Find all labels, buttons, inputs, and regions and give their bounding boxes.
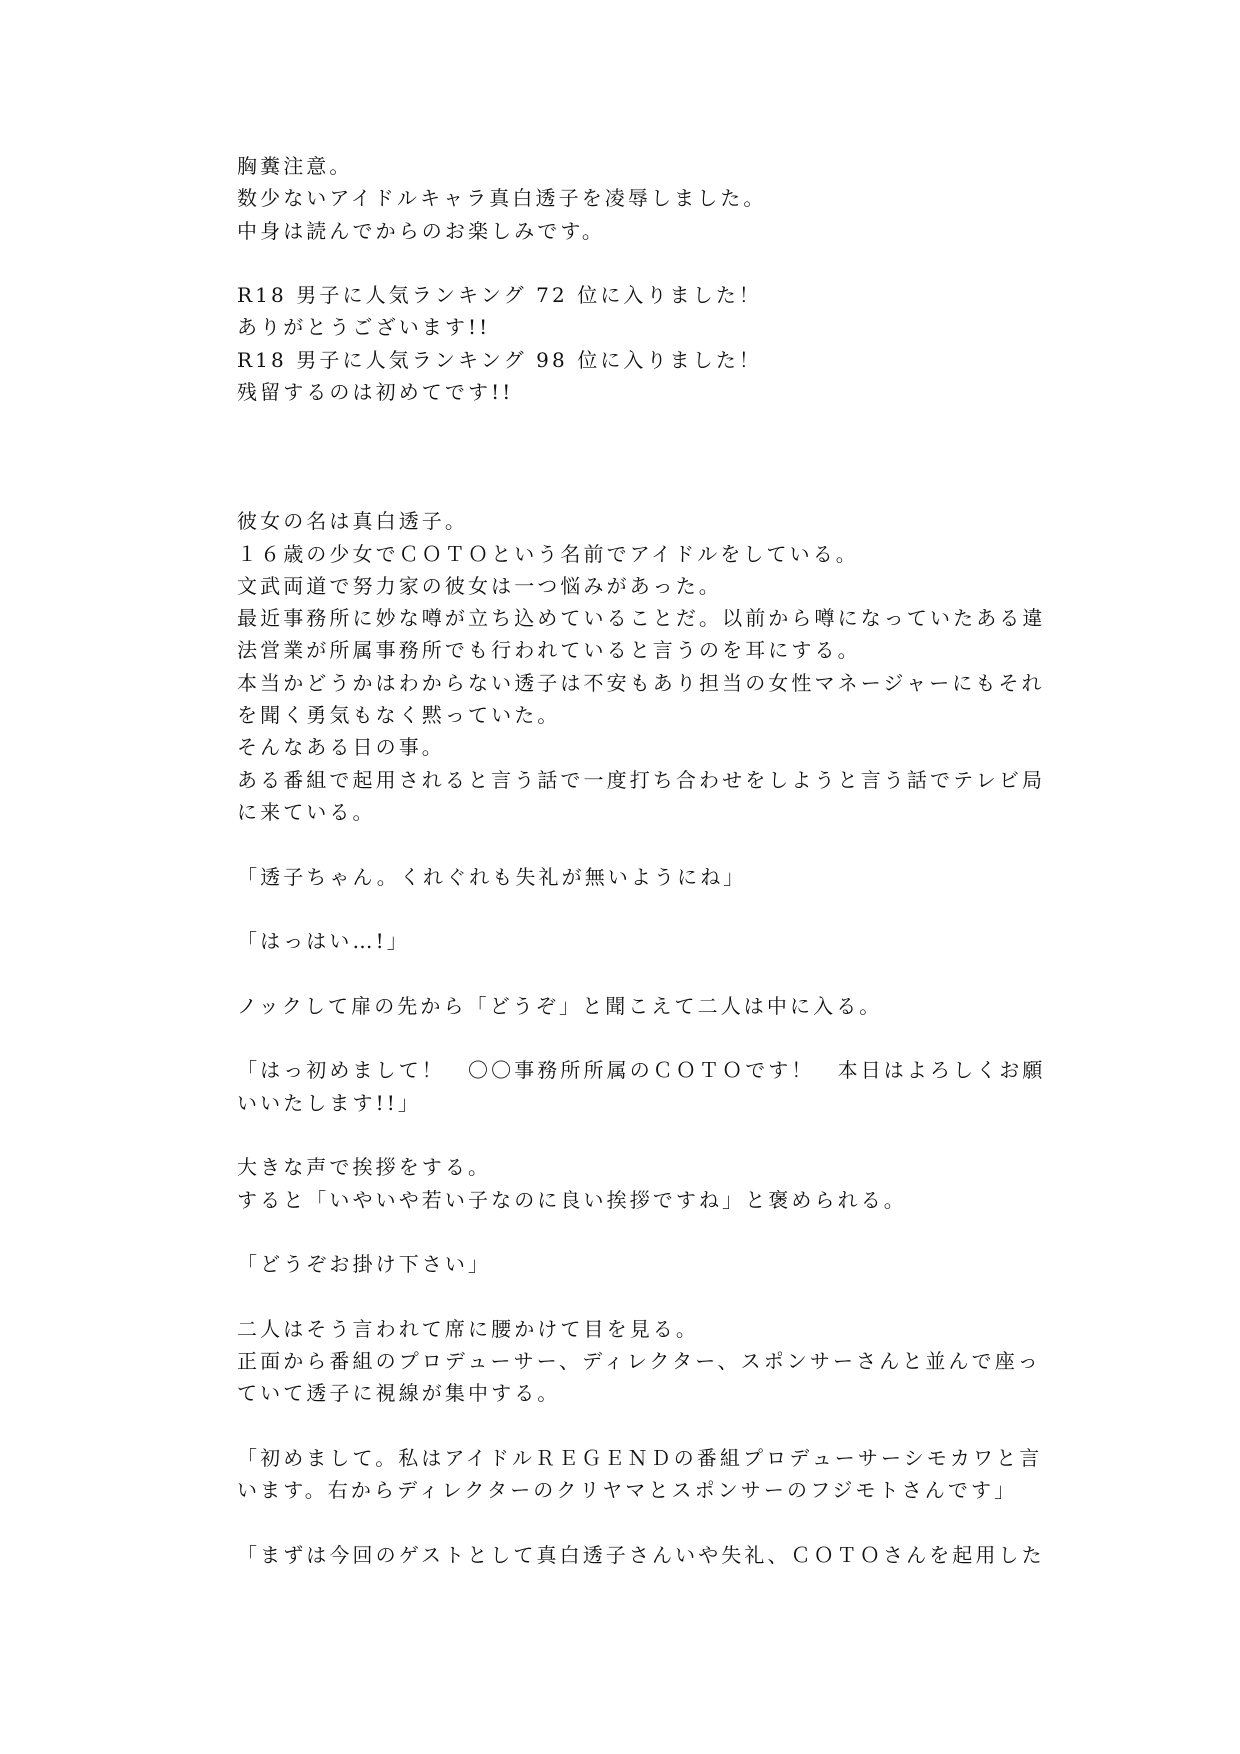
story-line: に来ている。 xyxy=(237,799,376,824)
story-line: 最近事務所に妙な噂が立ち込めていることだ。以前から噂になっていたある違 xyxy=(237,606,1046,631)
story-line: 文武両道で努力家の彼女は一つ悩みがあった。 xyxy=(237,573,722,598)
blank-line xyxy=(237,1216,1017,1248)
story-line: ノックして扉の先から「どうぞ」と聞こえて二人は中に入る。 xyxy=(237,993,883,1018)
dialogue-line: 「初めまして。私はアイドルＲＥＧＥＮＤの番組プロデューサーシモカワと言 xyxy=(237,1445,1043,1470)
ranking-line: R18 男子に人気ランキング 98 位に入りました！ xyxy=(237,347,763,372)
ranking-line: R18 男子に人気ランキング 72 位に入りました！ xyxy=(237,283,763,308)
story-line: 法営業が所属事務所でも行われていると言うのを耳にする。 xyxy=(237,638,861,663)
story-line: 正面から番組のプロデューサー、ディレクター、スポンサーさんと並んで座っ xyxy=(237,1348,1041,1373)
blank-line xyxy=(237,828,1017,860)
blank-line xyxy=(237,1506,1017,1538)
story-line: すると「いやいや若い子なのに良い挨拶ですね」と褒められる。 xyxy=(237,1187,907,1212)
blank-line xyxy=(237,247,1017,279)
blank-line xyxy=(237,1022,1017,1054)
story-line: １６歳の少女でＣＯＴＯという名前でアイドルをしている。 xyxy=(237,541,859,566)
document-body xyxy=(237,150,1046,1571)
intro-line: 胸糞注意。 xyxy=(237,154,353,178)
dialogue-line: いいたします!!」 xyxy=(237,1090,421,1115)
blank-line xyxy=(237,1280,1017,1312)
story-line: 彼女の名は真白透子。 xyxy=(237,509,468,534)
ranking-line: ありがとうございます!! xyxy=(237,315,491,340)
story-line: 大きな声で挨拶をする。 xyxy=(237,1155,492,1180)
intro-line: 中身は読んでからのお楽しみです。 xyxy=(237,218,605,243)
dialogue-line: 「透子ちゃん。くれぐれも失礼が無いようにね」 xyxy=(237,864,747,889)
intro-line: 数少ないアイドルキャラ真白透子を凌辱しました。 xyxy=(237,186,767,211)
story-line: 本当かどうかはわからない透子は不安もあり担当の女性マネージャーにもそれ xyxy=(237,670,1045,695)
story-line: そんなある日の事。 xyxy=(237,735,445,760)
blank-line xyxy=(237,1410,1017,1442)
blank-line xyxy=(237,957,1017,989)
story-line: 二人はそう言われて席に腰かけて目を見る。 xyxy=(237,1316,699,1341)
dialogue-line: 「どうぞお掛け下さい」 xyxy=(237,1252,492,1277)
story-line: を聞く勇気もなく黙っていた。 xyxy=(237,703,561,728)
section-break xyxy=(237,408,1017,505)
blank-line xyxy=(237,893,1017,925)
blank-line xyxy=(237,1119,1017,1151)
story-line: ある番組で起用されると言う話で一度打ち合わせをしようと言う話でテレビ局 xyxy=(237,767,1046,792)
dialogue-line: 「はっはい…!」 xyxy=(237,929,410,954)
dialogue-line: 「まずは今回のゲストとして真白透子さんいや失礼、ＣＯＴＯさんを起用した xyxy=(237,1542,1045,1567)
dialogue-line: います。右からディレクターのクリヤマとスポンサーのフジモトさんです」 xyxy=(237,1478,1018,1503)
story-line: ていて透子に視線が集中する。 xyxy=(237,1381,561,1406)
dialogue-line: 「はっ初めまして！ 〇〇事務所所属のＣＯＴＯです！ 本日はよろしくお願 xyxy=(237,1058,1046,1083)
ranking-line: 残留するのは初めてです!! xyxy=(237,380,514,405)
